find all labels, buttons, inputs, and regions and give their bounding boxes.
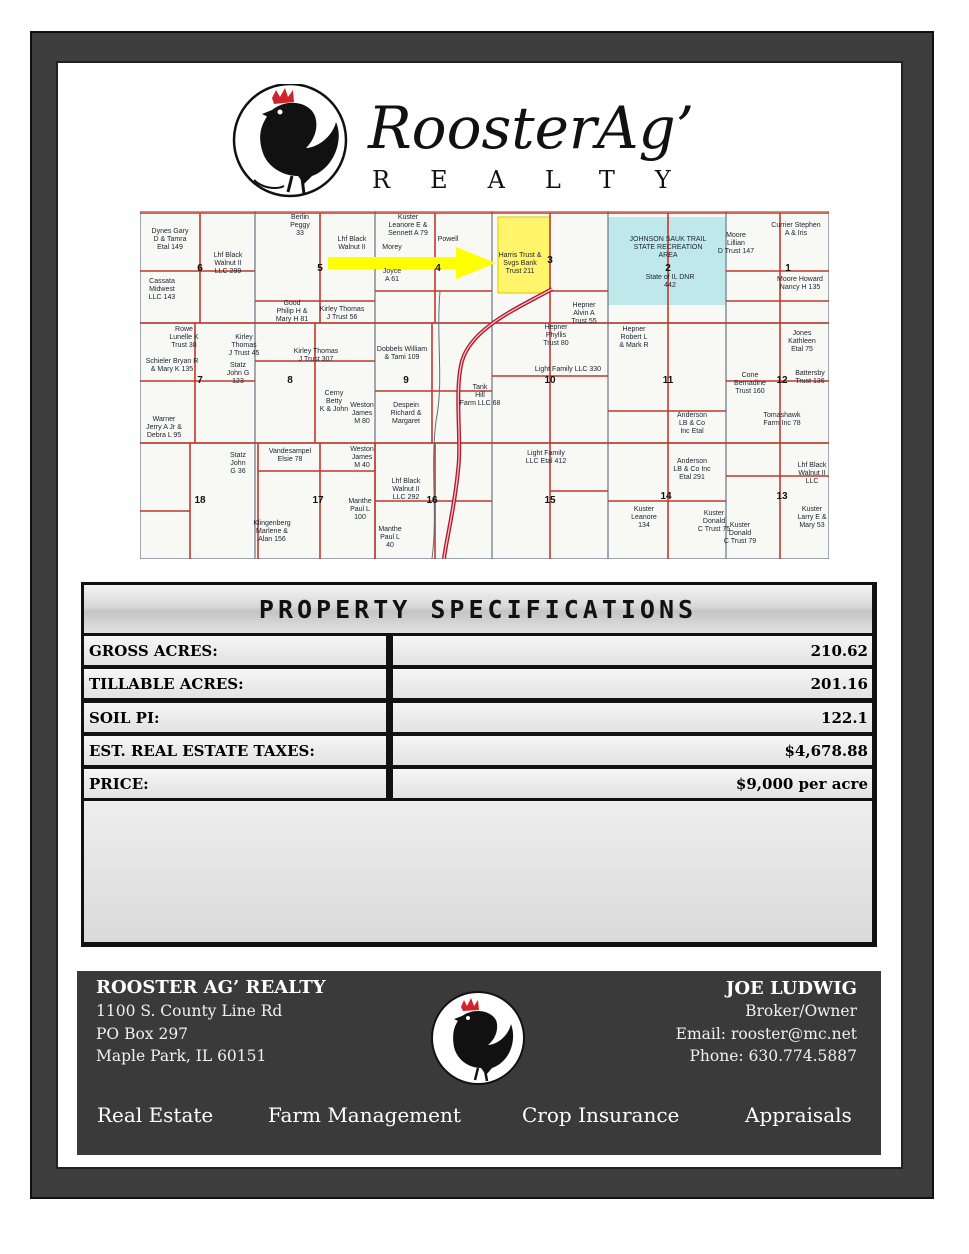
logo-wordmark: RoosterAg’ xyxy=(368,94,695,162)
broker-role: Broker/Owner xyxy=(745,1002,857,1020)
spec-label: PRICE: xyxy=(84,769,386,798)
address-line-3: Maple Park, IL 60151 xyxy=(96,1047,267,1065)
owner-label: Anderson LB & Co Inc Etal xyxy=(677,412,707,435)
section-number: 6 xyxy=(197,263,203,274)
spec-row-taxes xyxy=(84,736,872,765)
specs-header xyxy=(84,585,872,633)
section-number: 18 xyxy=(194,495,206,506)
owner-label: Kuster Donald C Trust 79 xyxy=(723,522,757,545)
owner-label: Weston James M 40 xyxy=(350,446,374,469)
owner-label: Kuster Leanore E & Sennett A 79 xyxy=(388,214,428,237)
owner-label: Rowe Lunelle K Trust 38 xyxy=(169,326,199,349)
owner-label: Jones Kathleen Etal 75 xyxy=(788,330,816,353)
owner-label: Klingenberg Marlene & Alan 156 xyxy=(253,520,291,543)
section-number: 10 xyxy=(544,375,556,386)
owner-label: Harris Trust & Svgs Bank Trust 211 xyxy=(498,252,542,275)
section-number: 2 xyxy=(665,263,671,274)
spec-row-tillable-acres xyxy=(84,669,872,698)
owner-label: Cerny Betty K & John xyxy=(319,390,349,413)
owner-label: Weston James M 80 xyxy=(350,402,374,425)
owner-label: Battersby Trust 136 xyxy=(795,370,825,385)
service-crop-insurance: Crop Insurance xyxy=(522,1103,680,1127)
spec-label: SOIL PI: xyxy=(84,703,386,732)
section-number: 14 xyxy=(660,491,672,502)
owner-label: Light Family LLC Etal 412 xyxy=(525,450,567,465)
owner-label: Vandesampel Elsie 78 xyxy=(268,448,312,463)
owner-label: Morey xyxy=(382,244,402,251)
spec-label: TILLABLE ACRES: xyxy=(84,669,386,698)
company-name: ROOSTER AG’ REALTY xyxy=(96,977,326,998)
section-number: 15 xyxy=(544,495,556,506)
specs-notes-area xyxy=(84,801,872,942)
creek xyxy=(432,291,440,559)
owner-label: Powell xyxy=(437,236,459,243)
owner-label: Joyce A 61 xyxy=(382,268,402,283)
spec-label: GROSS ACRES: xyxy=(84,636,386,665)
owner-label: Lhf Black Walnut II LLC xyxy=(797,462,827,485)
owner-label: State of IL DNR 442 xyxy=(645,274,695,289)
owner-label: Anderson LB & Co Inc Etal 291 xyxy=(673,458,711,481)
spec-value: $4,678.88 xyxy=(393,736,872,765)
section-number: 16 xyxy=(426,495,438,506)
spec-value: 122.1 xyxy=(393,703,872,732)
spec-row-price xyxy=(84,769,872,798)
contact-footer xyxy=(77,971,881,1155)
specs-title: PROPERTY SPECIFICATIONS xyxy=(258,594,698,624)
owner-label: Hepner Robert L & Mark R xyxy=(619,326,649,349)
owner-label: Manthe Paul L 40 xyxy=(378,526,402,549)
spec-row-gross-acres xyxy=(84,636,872,665)
owner-label: Currier Stephen A & Iris xyxy=(771,222,821,237)
section-number: 11 xyxy=(662,375,674,386)
owner-label: Tank Hill Farm LLC 68 xyxy=(459,384,501,407)
rooster-ag-logo xyxy=(232,84,742,204)
section-number: 5 xyxy=(317,263,323,274)
section-number: 3 xyxy=(547,255,553,266)
owner-label: Kuster Larry E & Mary 53 xyxy=(797,506,827,529)
rooster-footer-logo xyxy=(430,990,526,1086)
address-line-2: PO Box 297 xyxy=(96,1025,189,1043)
owner-label: Warner Jerry A Jr & Debra L 95 xyxy=(146,416,182,439)
section-number: 9 xyxy=(403,375,409,386)
owner-label: Moore Howard Nancy H 135 xyxy=(777,276,823,291)
spec-row-soil-pi xyxy=(84,703,872,732)
owner-label: Tomashawk Farm Inc 78 xyxy=(763,412,801,427)
broker-email[interactable]: Email: rooster@mc.net xyxy=(675,1025,857,1043)
state-park-area xyxy=(608,217,726,305)
owner-label: JOHNSON SAUK TRAIL STATE RECREATION AREA xyxy=(629,236,707,259)
owner-label: Lhf Black Walnut II LLC 299 xyxy=(213,252,243,275)
owner-label: Hepner Alvin A Trust 55 xyxy=(571,302,597,325)
section-number: 4 xyxy=(435,263,441,274)
section-number: 8 xyxy=(287,375,293,386)
owner-label: Lhf Black Walnut II xyxy=(337,236,367,251)
section-number: 13 xyxy=(776,491,788,502)
owner-label: Kirley Thomas J Trust 307 xyxy=(293,348,339,363)
spec-value: 201.16 xyxy=(393,669,872,698)
owner-label: Cassata Midwest LLC 143 xyxy=(148,278,176,301)
arrow-head xyxy=(456,247,496,279)
owner-label: Berlin Peggy 33 xyxy=(290,214,310,237)
service-farm-management: Farm Management xyxy=(268,1103,461,1127)
section-number: 7 xyxy=(197,375,203,386)
section-number: 17 xyxy=(312,495,324,506)
plat-map xyxy=(140,211,829,559)
spec-value: $9,000 per acre xyxy=(393,769,872,798)
broker-phone[interactable]: Phone: 630.774.5887 xyxy=(689,1047,857,1065)
owner-label: Kuster Leanore 134 xyxy=(631,506,657,529)
owner-label: Cone Bernadine Trust 160 xyxy=(734,372,766,395)
service-real-estate: Real Estate xyxy=(97,1103,214,1127)
owner-label: Statz John G 123 xyxy=(226,362,250,385)
owner-label: Kirley Thomas J Trust 56 xyxy=(319,306,365,321)
owner-label: Schieler Bryan R & Mary K 135 xyxy=(145,358,199,373)
highway-road xyxy=(444,289,552,559)
section-number: 1 xyxy=(785,263,791,274)
broker-name: JOE LUDWIG xyxy=(725,978,857,999)
service-appraisals: Appraisals xyxy=(745,1103,852,1127)
owner-label: Good Philip H & Mary H 81 xyxy=(275,300,309,323)
spec-value: 210.62 xyxy=(393,636,872,665)
spec-label: EST. REAL ESTATE TAXES: xyxy=(84,736,386,765)
owner-label: Lhf Black Walnut II LLC 292 xyxy=(391,478,421,501)
owner-label: Light Family LLC 330 xyxy=(534,366,602,373)
plat-map-svg xyxy=(140,211,829,559)
owner-label: Manthe Paul L 100 xyxy=(348,498,372,521)
logo-subword: REALTY xyxy=(372,166,711,194)
property-specifications-table xyxy=(81,582,877,947)
section-number: 12 xyxy=(776,375,788,386)
owner-label: Kirley Thomas J Trust 45 xyxy=(228,334,260,357)
owner-label: Statz John G 36 xyxy=(230,452,246,475)
owner-label: Dynes Gary D & Tamra Etal 149 xyxy=(151,228,189,251)
owner-label: Kuster Donald C Trust 75 xyxy=(697,510,731,533)
address-line-1: 1100 S. County Line Rd xyxy=(96,1002,283,1020)
owner-label: Despein Richard & Margaret xyxy=(390,402,422,425)
owner-label: Hepner Phyllis Trust 80 xyxy=(543,324,569,347)
owner-label: Dobbels William & Tami 109 xyxy=(376,346,428,361)
owner-label: Moore Lillian D Trust 147 xyxy=(717,232,755,255)
